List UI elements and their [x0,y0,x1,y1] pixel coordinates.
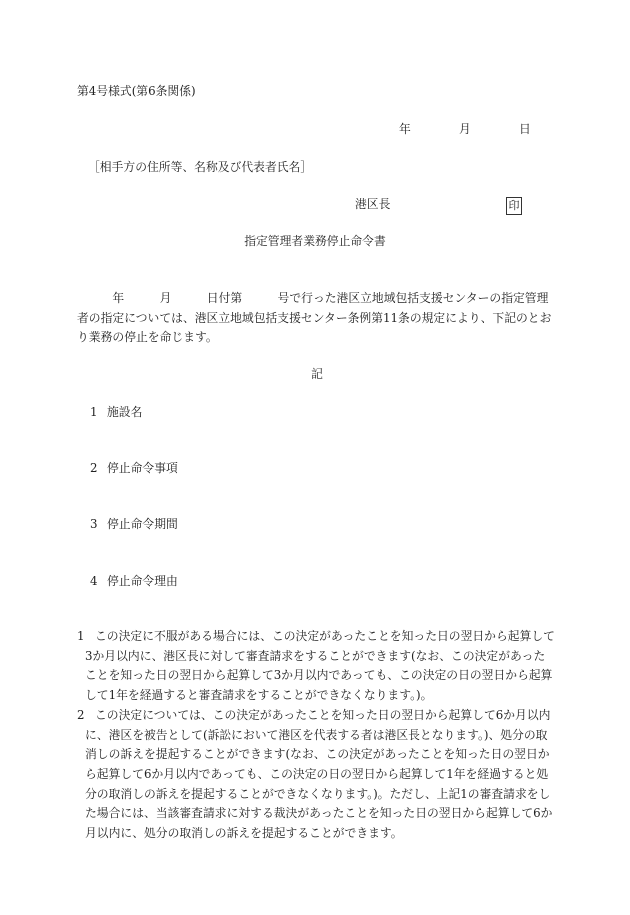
recipient-placeholder: ［相手方の住所等、名称及び代表者氏名］ [88,160,313,174]
list-item [90,515,178,535]
notes-section [77,627,557,844]
note-number: 1 [77,629,85,643]
form-number: 第4号様式(第6条関係) [77,84,196,98]
note-number: 2 [77,707,85,722]
issuer-name: 港区長 [355,197,391,211]
date-month-label: 月 [459,122,471,136]
list-item [90,459,178,479]
item-number: 1 [90,405,98,419]
item-label: 停止命令事項 [107,461,178,475]
item-label: 施設名 [107,405,143,419]
note-item [77,706,557,844]
item-label: 停止命令期間 [107,517,178,531]
note-text: この決定については、この決定があったことを知った日の翌日から起算して6か月以内に、港区を被告として(訴訟において港区を代表する者は港区長となります。)、処分の取消しの訴えを提起することができます(なお、この決定があったことを知った日の翌日から起算して6か月以内であっても、この決定の日の翌日から起算して1年を経過すると処分の取消しの訴えを提起することができなくなります。)。ただし、上記1の審査請求をした場合には、当該審査請求に対する裁決があったことを知った日の翌日から起算して6か月以内に、処分の取消しの訴えを提起することができます。 [85,707,553,841]
body-paragraph: 年 月 日付第 号で行った港区立地域包括支援センターの指定管理者の指定については、港区立地域包括支援センター条例第11条の規定により、下記のとおり業務の停止を命じます。 [77,291,552,345]
list-item [90,572,178,592]
date-day-label: 日 [519,122,531,136]
note-text: この決定に不服がある場合には、この決定があったことを知った日の翌日から起算して3か月以内に、港区長に対して審査請求をすることができます(なお、この決定があったことを知った日の翌日から起算して3か月以内であっても、この決定の日の翌日から起算して1年を経過すると審査請求をすることができなくなります。)。 [85,629,555,703]
document-title: 指定管理者業務停止命令書 [244,234,386,248]
date-year-label: 年 [399,122,411,136]
item-number: 4 [90,574,98,588]
item-number: 2 [90,461,98,475]
seal-mark: 印 [506,197,522,215]
note-item [77,627,557,706]
ki-heading: 記 [311,367,323,381]
list-item [90,403,142,423]
item-label: 停止命令理由 [107,574,178,588]
item-number: 3 [90,517,98,531]
